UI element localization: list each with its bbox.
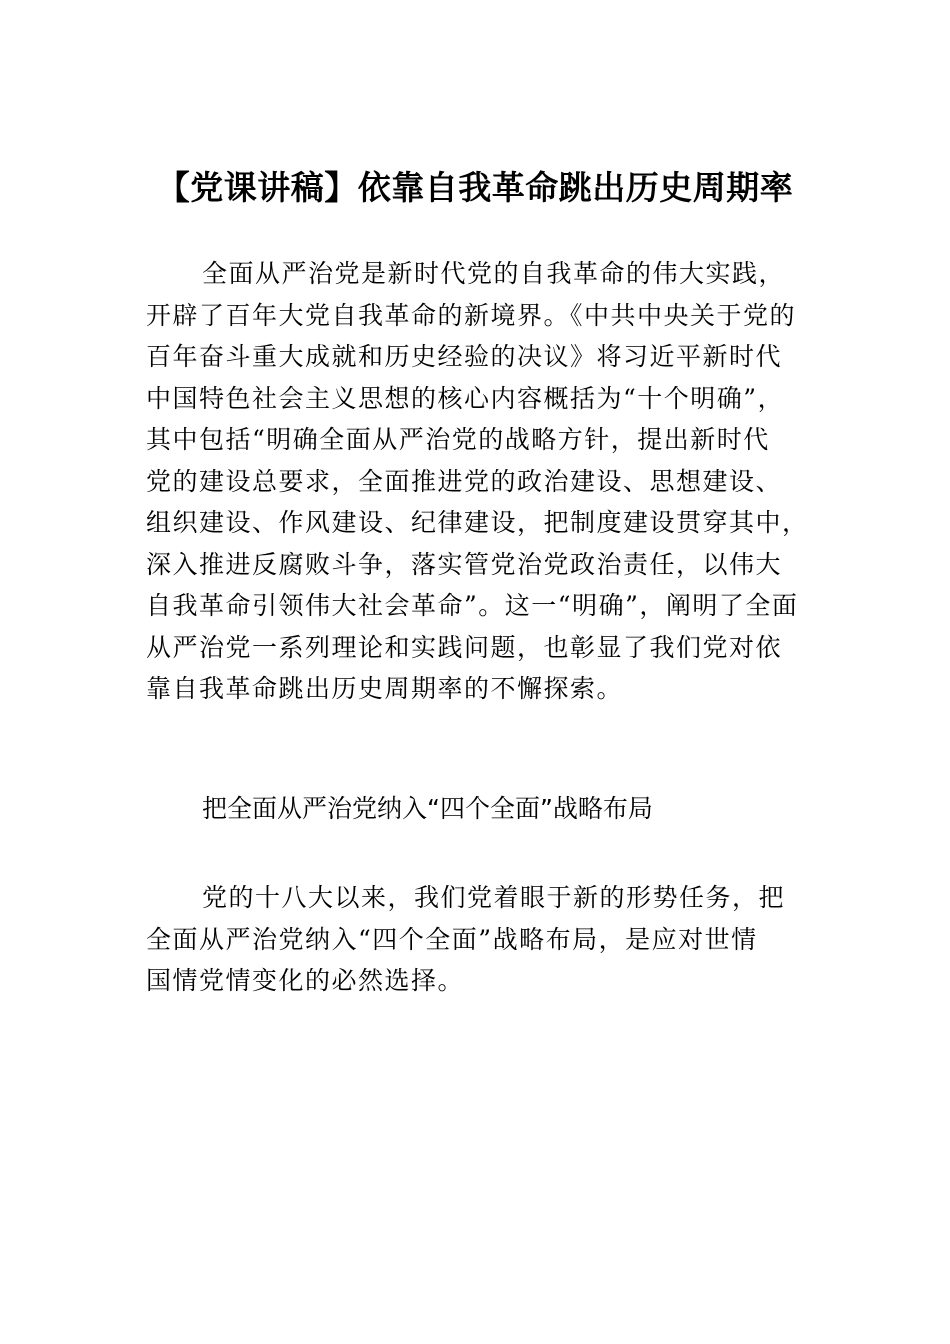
paragraph-line: 党的十八大以来，我们党着眼于新的形势任务，把 — [202, 883, 786, 912]
paragraph-line: 中国特色社会主义思想的核心内容概括为“十个明确”， — [146, 383, 785, 413]
paragraph-line: 从严治党一系列理论和实践问题，也彰显了我们党对依 — [146, 632, 783, 662]
paragraph-line: 国情党情变化的必然选择。 — [146, 966, 465, 995]
body-paragraph-1 — [146, 253, 809, 710]
paragraph-line: 自我革命引领伟大社会革命”。这一“明确”，阐明了全面 — [146, 591, 799, 620]
paragraph-line: 全面从严治党是新时代党的自我革命的伟大实践， — [202, 259, 786, 288]
paragraph-line: 党的建设总要求，全面推进党的政治建设、思想建设、 — [146, 466, 783, 496]
paragraph-line: 组织建设、作风建设、纪律建设，把制度建设贯穿其中， — [146, 508, 809, 537]
paragraph-line: 开辟了百年大党自我革命的新境界。《中共中央关于党的 — [146, 300, 797, 330]
section-heading: 把全面从严治党纳入“四个全面”战略布局 — [202, 794, 653, 823]
paragraph-line: 其中包括“明确全面从严治党的战略方针，提出新时代 — [146, 425, 770, 454]
paragraph-line: 深入推进反腐败斗争，落实管党治党政治责任，以伟大 — [146, 549, 783, 579]
paragraph-line: 全面从严治党纳入“四个全面”战略布局，是应对世情 — [146, 924, 758, 954]
document-title: 【党课讲稿】依靠自我革命跳出历史周期率 — [156, 168, 794, 207]
paragraph-line: 靠自我革命跳出历史周期率的不懈探索。 — [146, 674, 624, 703]
body-paragraph-2 — [146, 877, 806, 1002]
paragraph-line: 百年奋斗重大成就和历史经验的决议》将习近平新时代 — [146, 342, 783, 371]
